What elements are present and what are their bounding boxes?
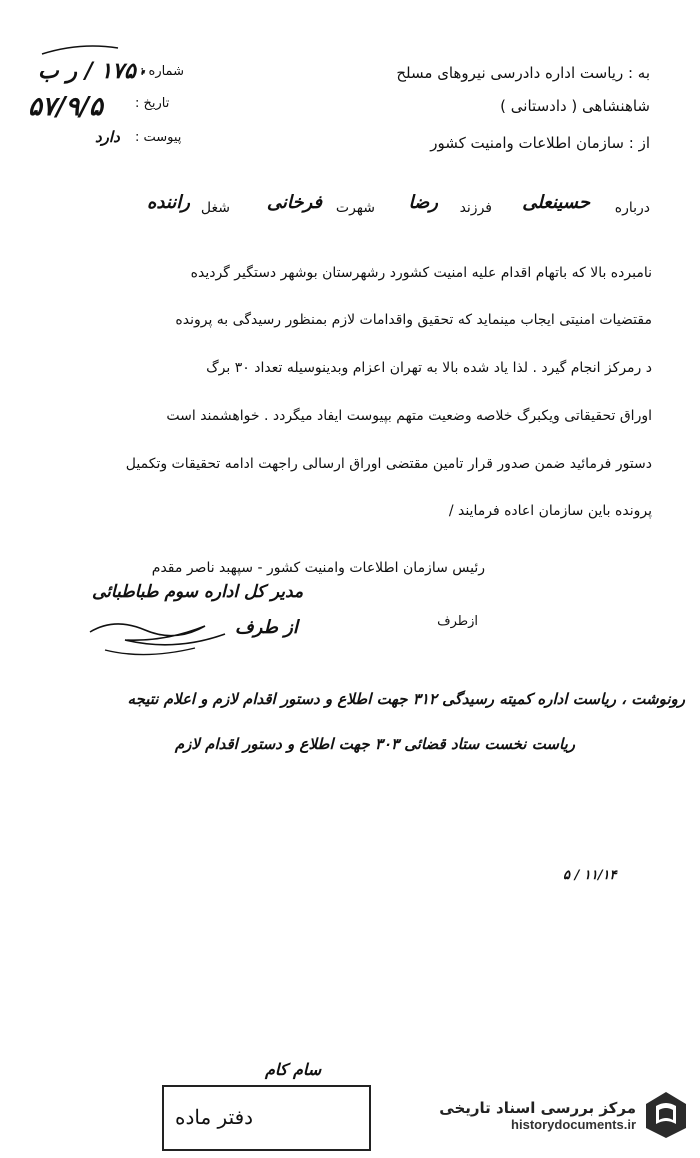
stamp-text: دفتر ماده (175, 1105, 254, 1129)
body-line-4: اوراق تحقیقاتی ویکبرگ خلاصه وضعیت متهم بپیوست ایفاد میگردد . خواهشمند است (166, 408, 652, 424)
signature-handwritten: مدیر کل اداره سوم طباطبائی (92, 582, 304, 602)
body-line-1: نامبرده بالا که باتهام اقدام علیه امنیت کشورد رشهرستان بوشهر دستگیر گردیده (190, 265, 652, 281)
stamp-signature: سام کام (265, 1060, 322, 1079)
child-label: فرزند (459, 200, 492, 216)
job-label: شغل (200, 200, 230, 216)
annotation-date: ۱۱/۱۴ / ۵ (563, 868, 617, 883)
surname-label: شهرت (335, 200, 375, 216)
watermark-en: historydocuments.ir (511, 1116, 636, 1132)
attachment-label: پیوست : (135, 130, 182, 145)
job-value: راننده (146, 192, 190, 213)
date-value: ۵۷/۹/۵ (28, 92, 103, 122)
subject-name: حسینعلی (522, 192, 590, 213)
signature-typed: رئیس سازمان اطلاعات وامنیت کشور - سپهبد ناصر مقدم (151, 560, 485, 576)
recipient-line-2: شاهنشاهی ( دادستانی ) (500, 97, 650, 115)
body-line-5: دستور فرمائید ضمن صدور قرار تامین مقتضی اوراق ارسالی راجهت ادامه تحقیقات وتکمیل (125, 456, 652, 472)
body-line-3: د رمرکز انجام گیرد . لذا یاد شده بالا به تهران اعزام وبدینوسیله تعداد ۳۰ برگ (206, 360, 652, 376)
sender-line: از : سازمان اطلاعات وامنیت کشور (430, 134, 650, 152)
about-label: درباره (614, 200, 650, 216)
body-line-6: پرونده باین سازمان اعاده فرمایند / (448, 503, 652, 519)
watermark-logo (439, 1090, 688, 1140)
attachment-value: دارد (95, 128, 120, 146)
annotation-line-2: ریاست نخست ستاد قضائی ۳۰۳ جهت اطلاع و دستور اقدام لازم (174, 735, 575, 753)
annotation-line-1: رونوشت ، ریاست اداره کمیته رسیدگی ۳۱۲ جهت اطلاع و دستور اقدام لازم و اعلام نتیجه (127, 690, 685, 708)
father-name: رضا (408, 192, 438, 213)
number-value: ۱۷۵۰ / ر ب (38, 58, 148, 84)
date-label: تاریخ : (135, 96, 170, 111)
signature-initials: از طرف (235, 617, 298, 638)
signature-scribble (85, 612, 235, 660)
on-behalf-label: ازطرف (437, 614, 478, 629)
surname-value: فرخانی (266, 192, 322, 213)
recipient-line-1: به : ریاست اداره دادرسی نیروهای مسلح (396, 64, 650, 82)
number-flourish (40, 40, 120, 60)
body-line-2: مقتضیات امنیتی ایجاب مینماید که تحقیق واقدامات لازم بمنظور رسیدگی به پرونده (175, 312, 652, 328)
number-label: شماره : (140, 64, 184, 79)
watermark-fa: مرکز بررسی اسناد تاریخی (439, 1098, 636, 1117)
archive-emblem-icon (644, 1090, 688, 1140)
